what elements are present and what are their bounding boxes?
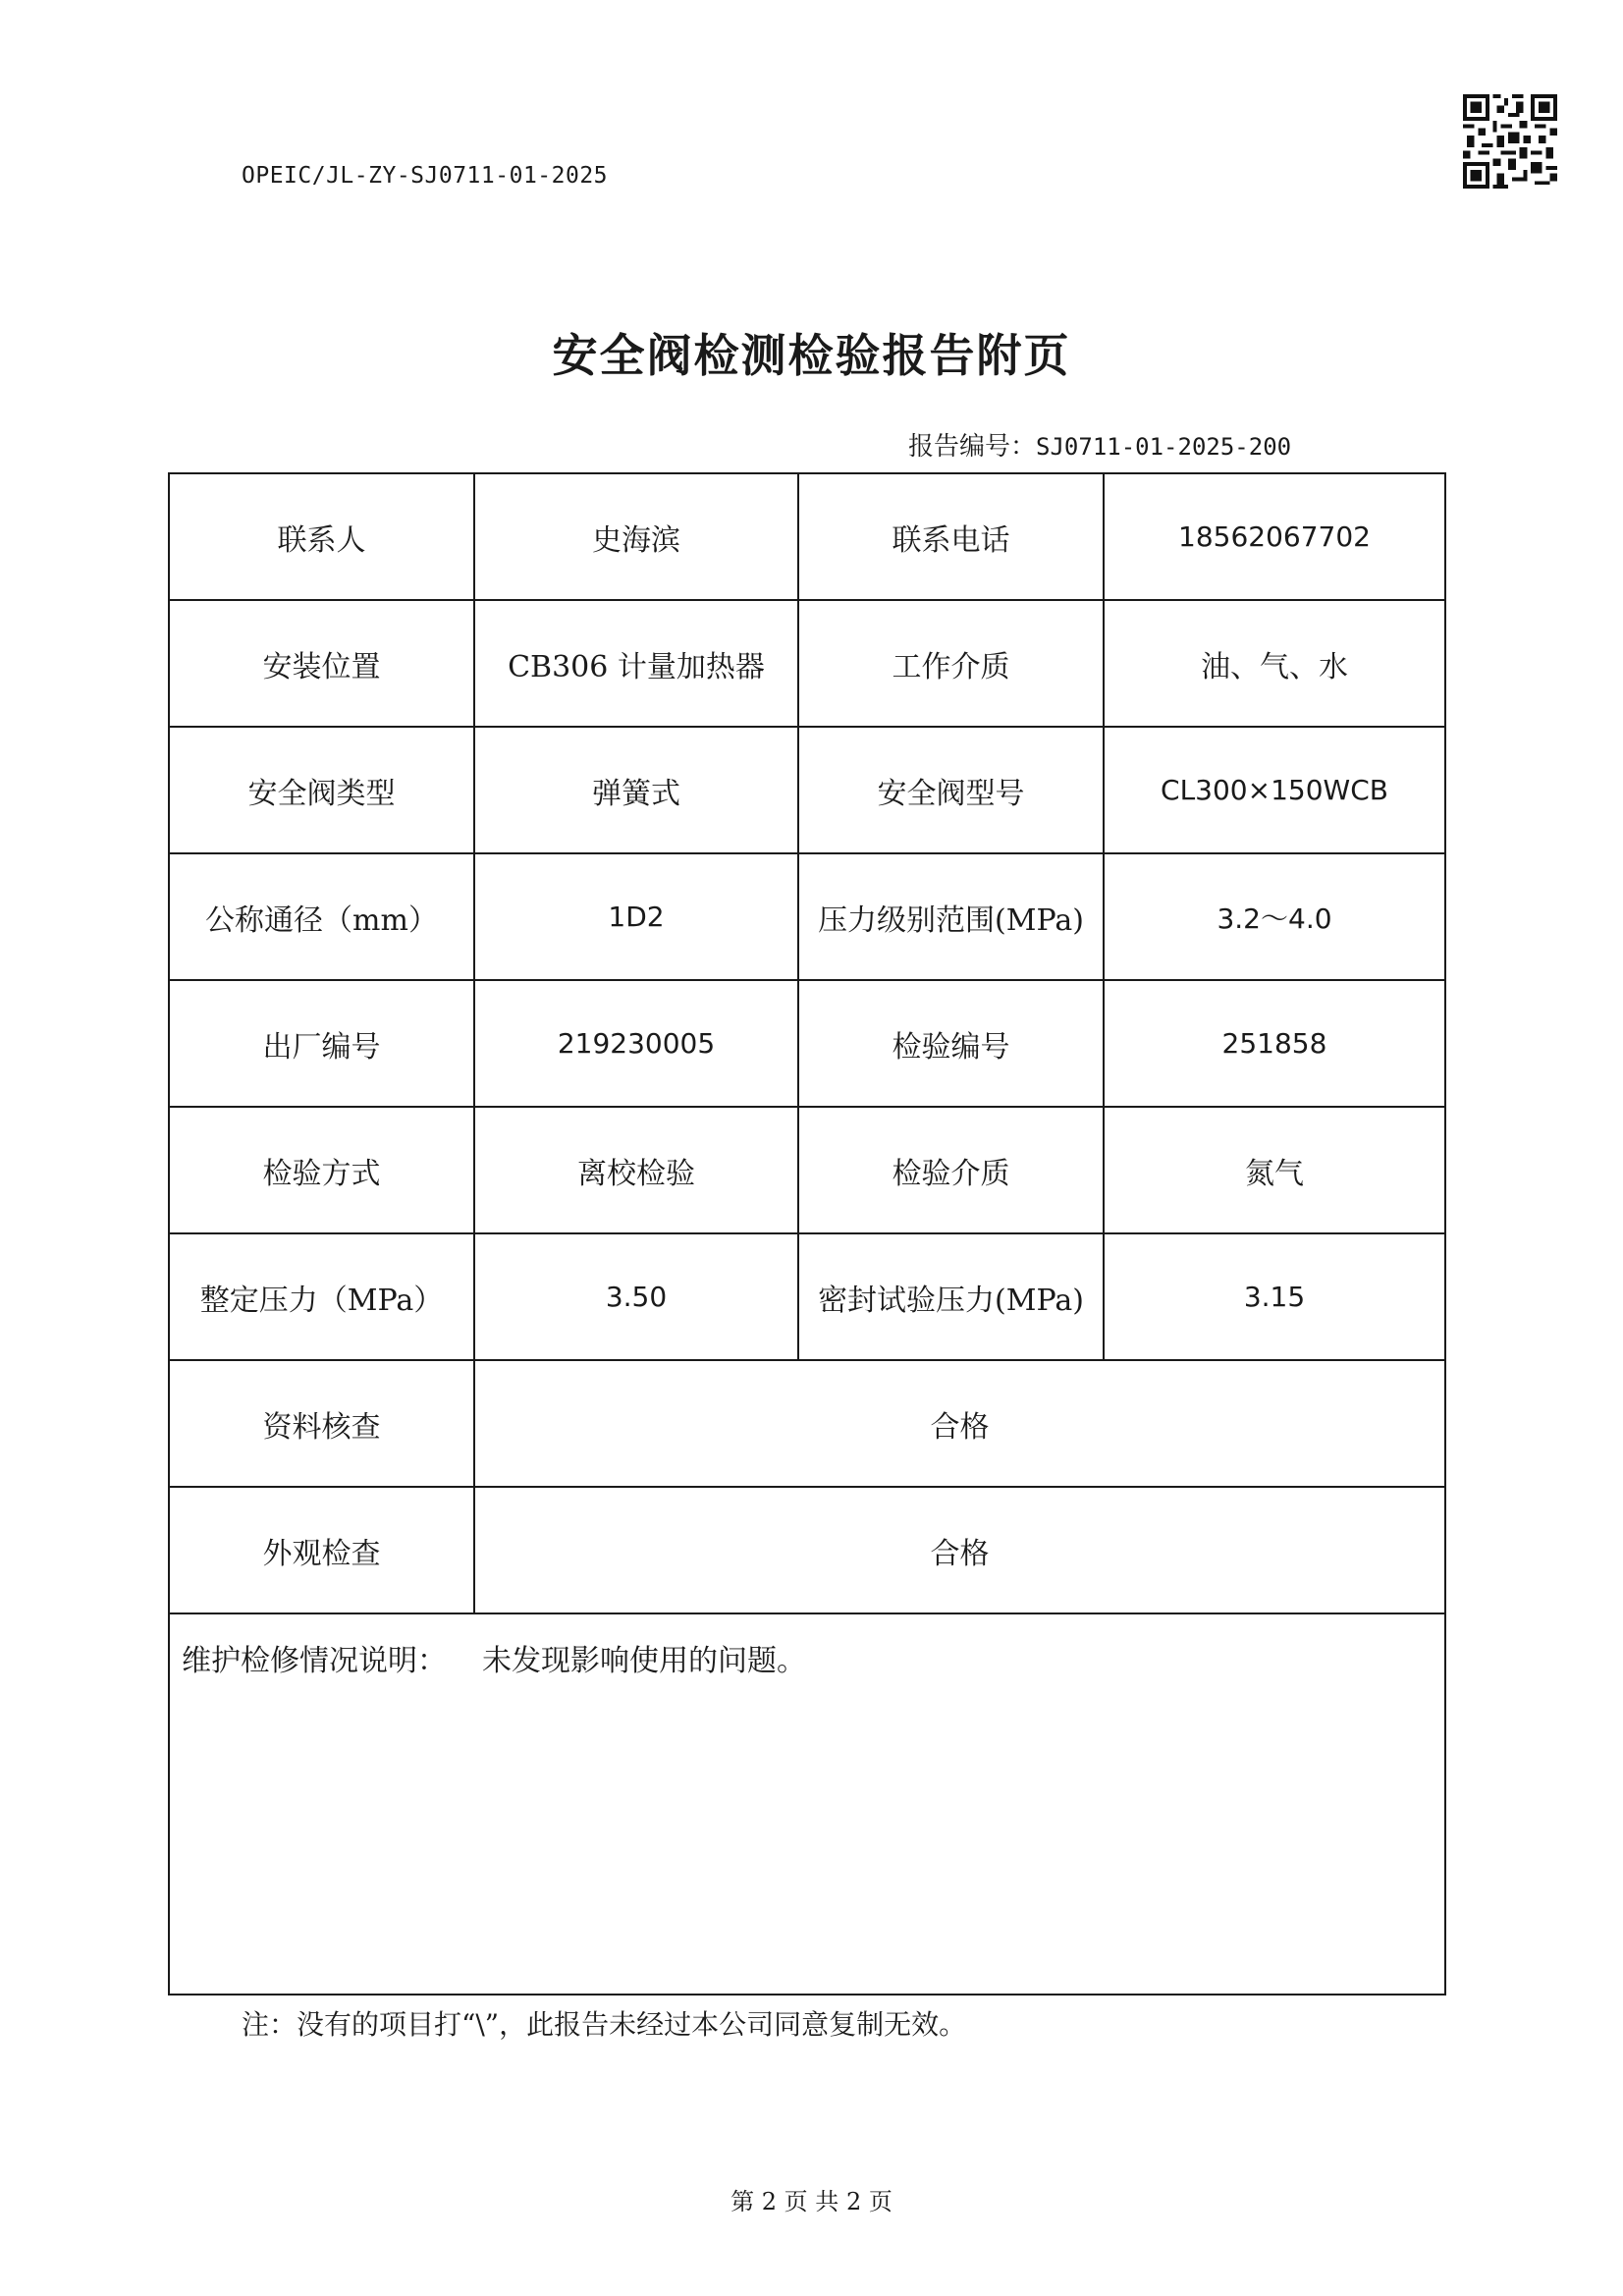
appearance-check-label: 外观检查 <box>169 1487 474 1613</box>
qr-code-icon <box>1463 94 1557 189</box>
install-location-value: CB306 计量加热器 <box>474 600 798 727</box>
table-row <box>169 1613 1445 1995</box>
seal-test-pressure-value: 3.15 <box>1104 1233 1445 1360</box>
table-row <box>169 1233 1445 1360</box>
nominal-diameter-value: 1D2 <box>474 853 798 980</box>
page-number: 第 2 页 共 2 页 <box>730 2188 893 2215</box>
table-row <box>169 1487 1445 1613</box>
valve-model-label: 安全阀型号 <box>798 727 1104 853</box>
valve-model-value: CL300×150WCB <box>1104 727 1445 853</box>
valve-type-value: 弹簧式 <box>474 727 798 853</box>
pressure-range-value: 3.2～4.0 <box>1104 853 1445 980</box>
table-row <box>169 853 1445 980</box>
document-check-value: 合格 <box>474 1360 1445 1487</box>
serial-number-value: 219230005 <box>474 980 798 1107</box>
seal-test-pressure-label: 密封试验压力(MPa) <box>798 1233 1104 1360</box>
report-number <box>908 426 1291 463</box>
maintenance-value: 未发现影响使用的问题。 <box>482 1644 806 1678</box>
appearance-check-value: 合格 <box>474 1487 1445 1613</box>
contact-person-value: 史海滨 <box>474 473 798 600</box>
table-row <box>169 1107 1445 1233</box>
table-row <box>169 1360 1445 1487</box>
contact-person-label: 联系人 <box>169 473 474 600</box>
set-pressure-value: 3.50 <box>474 1233 798 1360</box>
footnote: 注：没有的项目打“\”，此报告未经过本公司同意复制无效。 <box>242 2008 967 2041</box>
install-location-label: 安装位置 <box>169 600 474 727</box>
contact-phone-value: 18562067702 <box>1104 473 1445 600</box>
table-row <box>169 727 1445 853</box>
inspection-table <box>168 472 1446 1995</box>
report-number-label: 报告编号： <box>908 432 1037 462</box>
maintenance-label: 维护检修情况说明： <box>182 1644 447 1678</box>
document-code: OPEIC/JL-ZY-SJ0711-01-2025 <box>242 163 609 189</box>
table-row <box>169 473 1445 600</box>
document-check-label: 资料核查 <box>169 1360 474 1487</box>
table-row <box>169 600 1445 727</box>
inspection-method-value: 离校检验 <box>474 1107 798 1233</box>
table-row <box>169 980 1445 1107</box>
set-pressure-label: 整定压力（MPa） <box>169 1233 474 1360</box>
inspection-method-label: 检验方式 <box>169 1107 474 1233</box>
page-title: 安全阀检测检验报告附页 <box>552 329 1071 382</box>
working-medium-label: 工作介质 <box>798 600 1104 727</box>
valve-type-label: 安全阀类型 <box>169 727 474 853</box>
inspection-medium-label: 检验介质 <box>798 1107 1104 1233</box>
maintenance-remarks <box>169 1613 1445 1995</box>
contact-phone-label: 联系电话 <box>798 473 1104 600</box>
inspection-number-label: 检验编号 <box>798 980 1104 1107</box>
pressure-range-label: 压力级别范围(MPa) <box>798 853 1104 980</box>
report-number-value: SJ0711-01-2025-200 <box>1036 433 1292 461</box>
serial-number-label: 出厂编号 <box>169 980 474 1107</box>
inspection-number-value: 251858 <box>1104 980 1445 1107</box>
inspection-medium-value: 氮气 <box>1104 1107 1445 1233</box>
nominal-diameter-label: 公称通径（mm） <box>169 853 474 980</box>
working-medium-value: 油、气、水 <box>1104 600 1445 727</box>
